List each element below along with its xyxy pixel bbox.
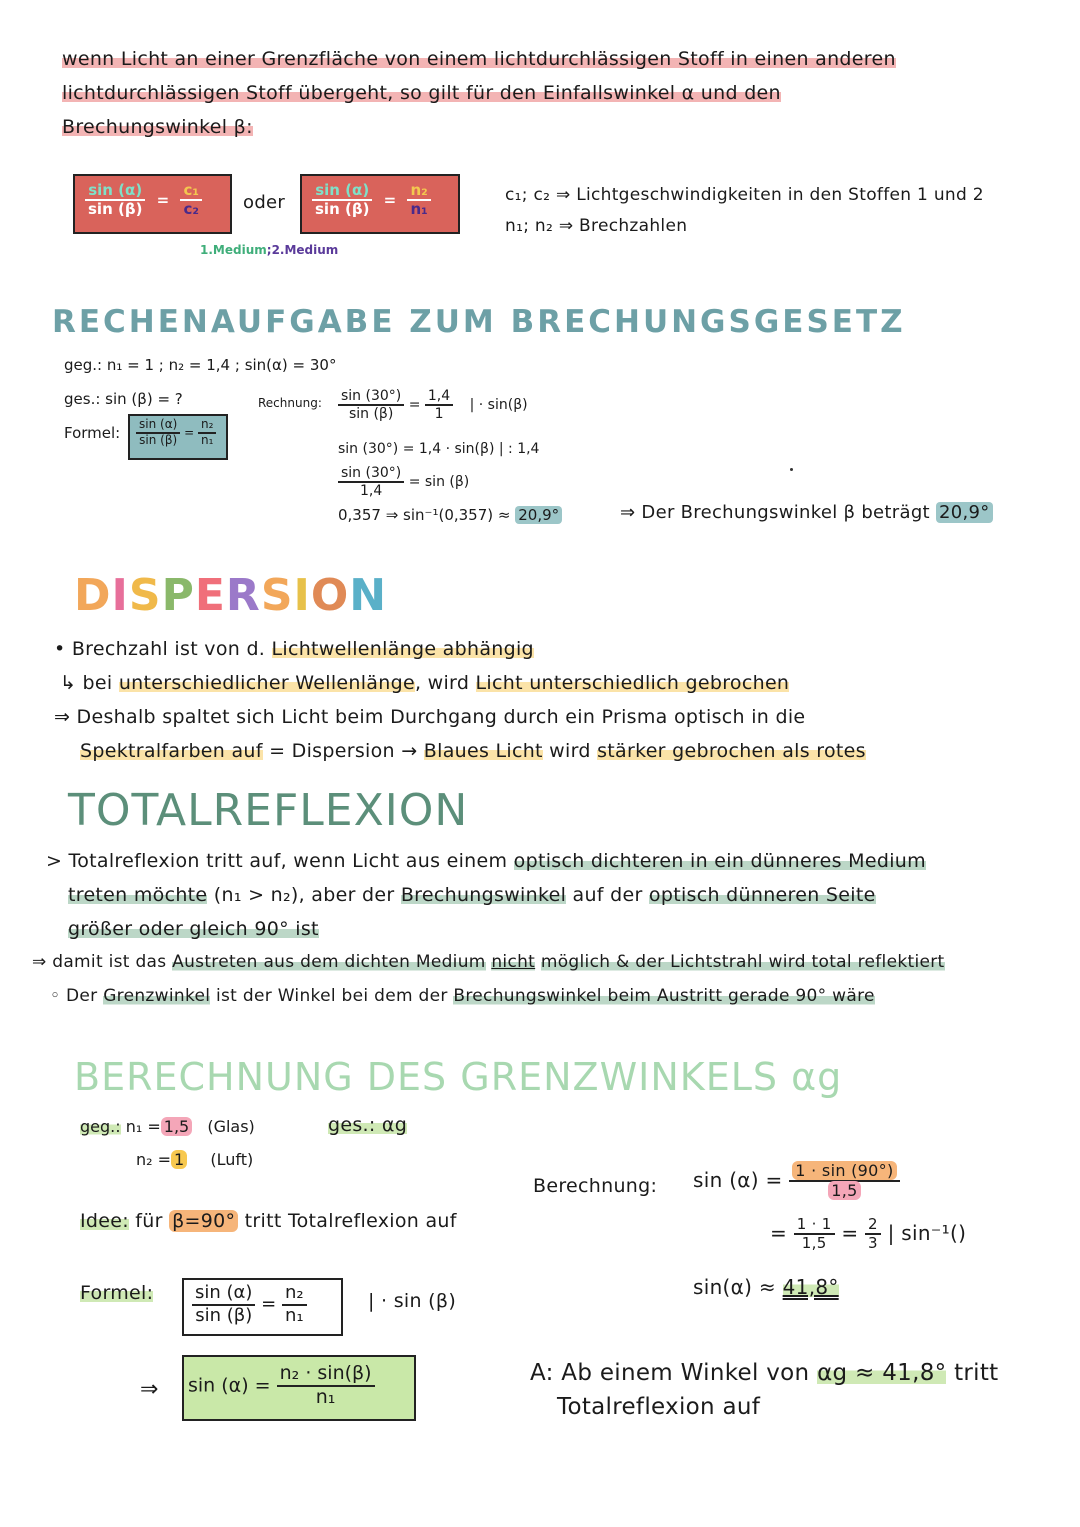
calc-conclusion-text: ⇒ Der Brechungswinkel β beträgt <box>620 502 930 523</box>
total-line-2 <box>68 884 876 906</box>
grenz-formula-fraction: $\frac{\sin (\alpha)}{\sin (\beta)}$ = $\frac{\text{n₂}}{\text{n₁}}$ <box>192 1283 307 1326</box>
calc-step1-rnum: 1,4 <box>425 388 453 406</box>
grenz-formula-num-left: sin (α) <box>192 1283 255 1306</box>
grenz-formula-num-right: n₂ <box>282 1283 307 1306</box>
calc-step3-den: 1,4 <box>359 483 383 500</box>
calc-wanted: ges.: sin (β) = ? <box>64 390 183 408</box>
grenz-answer-line-2: Totalreflexion auf <box>557 1394 761 1420</box>
calc-step4-result: 20,9° <box>515 506 562 524</box>
calc-rechnung-label: Rechnung: <box>258 396 322 410</box>
disp-b1-hl: Lichtwellenlänge abhängig <box>271 638 534 660</box>
grenz-calc-den: 1,5 <box>828 1181 860 1200</box>
formula-speed-num-right: c₁ <box>180 182 201 201</box>
calc-step3-num: sin (30°) <box>338 465 404 483</box>
grenz-calc2-num: 1 · 1 <box>794 1216 835 1235</box>
grenz-n2-note: (Luft) <box>210 1150 254 1169</box>
intro-line-1 <box>62 48 896 70</box>
calc-given: geg.: n₁ = 1 ; n₂ = 1,4 ; sin(α) = 30° <box>64 356 337 374</box>
grenz-wanted-text: ges.: αg <box>328 1114 408 1136</box>
total-l4-hl2: möglich & der Lichtstrahl wird total reflektiert <box>540 952 945 972</box>
dispersion-title-letter: E <box>194 570 226 621</box>
calc-formula-den-left: sin (β) <box>139 432 178 447</box>
grenz-calc2-eq: = <box>770 1220 788 1245</box>
dispersion-title-letter: P <box>161 570 195 621</box>
total-l5-hl2: Brechungswinkel beim Austritt gerade 90° wäre <box>453 986 875 1006</box>
calc-step-4 <box>338 506 562 524</box>
disp-bullet-4 <box>80 740 866 762</box>
grenz-calc-label: Berechnung: <box>533 1175 658 1197</box>
total-line-1 <box>46 850 926 872</box>
grenz-result-arrow: ⇒ <box>140 1377 159 1402</box>
calc-conclusion <box>620 502 993 523</box>
grenz-given-n2 <box>136 1150 253 1169</box>
dispersion-title-letter: S <box>260 570 294 621</box>
dispersion-title-letter: R <box>225 570 261 621</box>
formula-index-den-right: n₁ <box>410 200 428 219</box>
dispersion-title-letter: I <box>293 570 311 621</box>
legend-indices: n₁; n₂ ⇒ Brechzahlen <box>505 216 688 236</box>
grenz-result-sin: sin (α) = <box>188 1374 271 1397</box>
intro-line-3 <box>62 116 253 138</box>
total-title: TOTALREFLEXION <box>68 785 469 836</box>
calc-step4-left: 0,357 ⇒ sin⁻¹(0,357) ≈ <box>338 506 511 524</box>
grenz-given-label: geg.: <box>80 1117 121 1136</box>
disp-b4-hl2: Blaues Licht <box>423 740 543 762</box>
total-l5-mid: ist der Winkel bei dem der <box>216 986 448 1006</box>
grenz-idea-label: Idee: <box>80 1210 129 1232</box>
grenz-calc3-lhs: sin(α) ≈ <box>693 1275 776 1299</box>
grenz-calc2-frac-den: 3 <box>868 1234 878 1253</box>
calc-formula-den-right: n₁ <box>201 432 214 447</box>
calc-step-1: $\frac{\sin (30^\circ)}{\sin (\beta)}$ = $\frac{1,4}{1}$ | · sin(β) <box>338 388 528 422</box>
formula-index-num-left: sin (α) <box>312 182 372 201</box>
grenz-idea <box>80 1210 457 1232</box>
formula-index-den-left: sin (β) <box>315 200 370 219</box>
grenz-n2-pre: n₂ = <box>136 1150 172 1169</box>
formula-index-fraction: $\frac{\sin (\alpha)}{\sin (\beta)}$ = $\frac{\text{n₂}}{\text{n₁}}$ <box>312 182 431 219</box>
medium-separator: ; <box>266 243 272 257</box>
total-l2-hl2: Brechungswinkel <box>400 884 567 906</box>
legend-speeds: c₁; c₂ ⇒ Lichtgeschwindigkeiten in den Stoffen 1 und 2 <box>505 185 984 205</box>
disp-b2-pre: ↳ bei <box>60 672 113 694</box>
total-l2-mid2: auf der <box>572 884 643 906</box>
formula-box-speed <box>73 174 232 234</box>
total-l4-hl: Austreten aus dem dichten Medium <box>172 952 486 972</box>
grenz-calc-step-2 <box>770 1216 966 1253</box>
total-l2-hl3: optisch dünneren Seite <box>648 884 876 906</box>
total-l1-hl: optisch dichteren in ein dünneres Medium <box>513 850 926 872</box>
medium-1-label: 1.Medium <box>200 243 267 257</box>
total-line-4 <box>32 952 945 972</box>
grenz-answer-value: αg ≈ 41,8° <box>817 1360 947 1386</box>
disp-b4-hl3: stärker gebrochen als rotes <box>597 740 866 762</box>
grenz-calc-step-1 <box>693 1162 900 1201</box>
grenz-formula-label-wrap <box>80 1282 153 1304</box>
grenz-calc-lhs: sin (α) = <box>693 1167 783 1192</box>
intro-line-2-text: lichtdurchlässigen Stoff übergeht, so gilt für den Einfallswinkel α und den <box>62 82 781 104</box>
disp-b2-hl1: unterschiedlicher Wellenlänge <box>118 672 415 694</box>
total-l4-pre: ⇒ damit ist das <box>32 952 167 972</box>
grenz-n1-pre: n₁ = <box>125 1117 161 1136</box>
calc-step1-num: sin (30°) <box>338 388 404 406</box>
calc-step3-rhs: = sin (β) <box>408 474 470 491</box>
grenz-calc2-den: 1,5 <box>801 1234 827 1253</box>
grenz-formula-den-right: n₁ <box>284 1304 304 1326</box>
disp-b1-pre: • Brechzahl ist von d. <box>54 638 266 660</box>
formula-index-num-right: n₂ <box>407 182 430 201</box>
total-line-5 <box>50 986 875 1006</box>
grenz-formula-den-left: sin (β) <box>195 1304 253 1326</box>
formula-speed-den-right: c₂ <box>183 200 199 219</box>
total-l5-hl: Grenzwinkel <box>103 986 211 1006</box>
dispersion-title-letter: N <box>349 570 388 621</box>
grenz-n1-value: 1,5 <box>161 1117 192 1136</box>
dispersion-title-letter: O <box>310 570 350 621</box>
disp-b2-mid: , wird <box>414 672 470 694</box>
grenz-result-box <box>182 1355 416 1421</box>
dispersion-title-letter: S <box>128 570 162 621</box>
grenz-calc3-value: 41,8° <box>782 1275 839 1299</box>
or-label: oder <box>243 192 286 213</box>
medium-labels <box>200 243 338 257</box>
disp-b4-mid2: wird <box>549 740 591 762</box>
calc-formula-fraction: $\frac{\sin (\alpha)}{\sin (\beta)}$ = $\frac{\text{n₂}}{\text{n₁}}$ <box>136 418 216 448</box>
calc-formula-box <box>128 414 228 460</box>
grenz-calc-step-3 <box>693 1275 839 1299</box>
total-l5-pre: ◦ Der <box>50 986 98 1006</box>
grenz-idea-hl: β=90° <box>169 1210 238 1232</box>
dispersion-title <box>74 570 387 621</box>
stray-dot <box>790 468 793 471</box>
calc-step-3 <box>338 465 469 499</box>
grenz-answer-post: tritt <box>954 1360 999 1386</box>
disp-b4-hl1: Spektralfarben auf <box>80 740 263 762</box>
grenz-answer-line-1 <box>530 1360 998 1386</box>
total-l1-pre: > Totalreflexion tritt auf, wenn Licht aus einem <box>46 850 508 872</box>
grenz-idea-pre: für <box>135 1210 163 1232</box>
disp-b2-hl2: Licht unterschiedlich gebrochen <box>475 672 790 694</box>
grenz-n2-value: 1 <box>171 1150 187 1169</box>
grenz-result-den: n₁ <box>315 1385 336 1408</box>
grenz-calc-num: 1 · sin (90°) <box>792 1161 896 1180</box>
total-l3-hl: größer oder gleich 90° ist <box>68 918 319 940</box>
total-line-3 <box>68 918 319 940</box>
disp-bullet-1 <box>54 638 534 660</box>
grenz-formula-box <box>182 1278 343 1336</box>
total-l2-mid: (n₁ > n₂), aber der <box>213 884 395 906</box>
calc-conclusion-value: 20,9° <box>936 502 993 523</box>
calc-step1-op: | · sin(β) <box>469 397 528 414</box>
calc-step-2: sin (30°) = 1,4 · sin(β) | : 1,4 <box>338 441 540 457</box>
disp-b4-mid: = Dispersion → <box>269 740 418 762</box>
intro-line-2 <box>62 82 781 104</box>
total-l4-not: nicht <box>491 952 536 972</box>
calc-formula-num-right: n₂ <box>198 418 216 434</box>
formula-speed-den-left: sin (β) <box>88 200 143 219</box>
grenz-formula-label: Formel: <box>80 1282 154 1304</box>
dispersion-title-letter: I <box>111 570 129 621</box>
calc-formula-num-left: sin (α) <box>136 418 180 434</box>
medium-2-label: 2.Medium <box>271 243 339 257</box>
grenz-answer-pre: A: Ab einem Winkel von <box>530 1360 810 1386</box>
grenz-wanted <box>328 1114 407 1136</box>
dispersion-title-letter: D <box>74 570 112 621</box>
calc-formula-label: Formel: <box>64 424 121 442</box>
grenz-idea-post: tritt Totalreflexion auf <box>244 1210 457 1232</box>
disp-bullet-2 <box>60 672 789 694</box>
grenz-calc2-eq2: = <box>841 1220 859 1245</box>
formula-box-index <box>300 174 460 234</box>
intro-line-3-text: Brechungswinkel β: <box>62 116 253 138</box>
grenz-calc2-frac-num: 2 <box>865 1216 881 1235</box>
grenz-title: BERECHNUNG DES GRENZWINKELS αg <box>74 1055 843 1099</box>
grenz-formula-op: | · sin (β) <box>368 1290 457 1312</box>
formula-speed-fraction: $\frac{\sin (\alpha)}{\sin (\beta)}$ = $\frac{\text{c₁}}{\text{c₂}}$ <box>85 182 202 219</box>
disp-bullet-3: ⇒ Deshalb spaltet sich Licht beim Durchgang durch ein Prisma optisch in die <box>54 706 806 728</box>
calc-step1-den: sin (β) <box>348 406 394 423</box>
grenz-calc2-op: | sin⁻¹() <box>887 1220 967 1245</box>
formula-speed-num-left: sin (α) <box>85 182 145 201</box>
grenz-result-formula <box>188 1363 375 1409</box>
intro-line-1-text: wenn Licht an einer Grenzfläche von einem lichtdurchlässigen Stoff in einen anderen <box>62 48 896 70</box>
calc-step1-rden: 1 <box>434 406 444 423</box>
calc-section-title: RECHENAUFGABE ZUM BRECHUNGSGESETZ <box>52 304 906 340</box>
total-l2-hl: treten möchte <box>68 884 208 906</box>
grenz-result-num: n₂ · sin(β) <box>277 1363 375 1387</box>
grenz-n1-note: (Glas) <box>207 1117 255 1136</box>
grenz-given-n1 <box>80 1117 255 1136</box>
